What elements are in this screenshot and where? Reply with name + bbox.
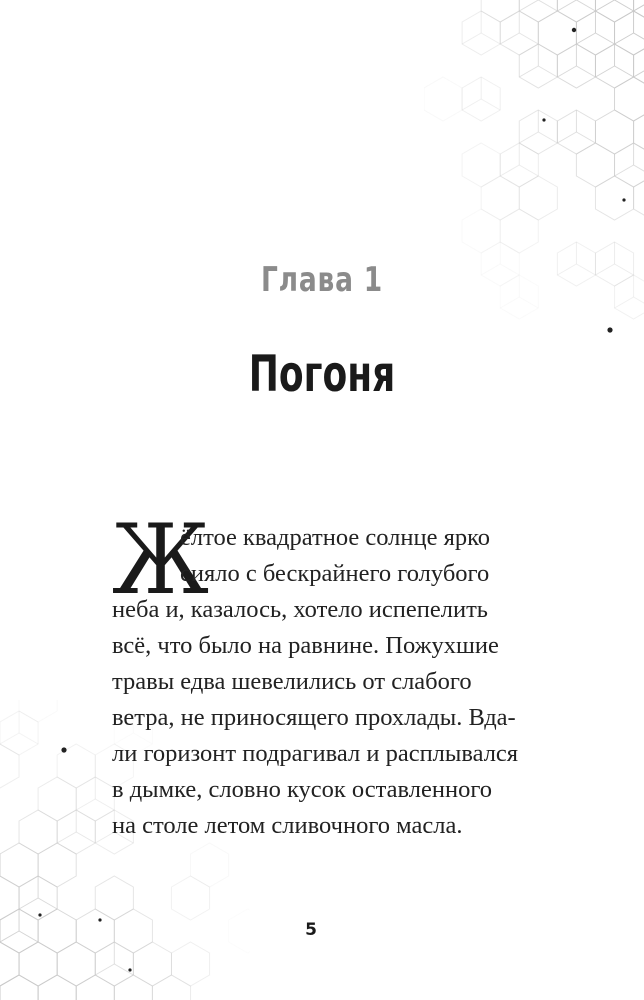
chapter-label: Глава 1 <box>260 260 384 300</box>
hexagon-shape <box>19 876 57 920</box>
hexagon-shape <box>519 0 557 22</box>
cube-edge <box>634 297 644 308</box>
cube-edge <box>595 264 614 275</box>
hexagon-shape <box>76 777 114 821</box>
hexagon-shape <box>38 777 76 821</box>
hexagon-shape <box>462 209 500 253</box>
hexagon-shape <box>500 11 538 55</box>
cube-edge <box>519 0 538 11</box>
text-line: травы едва шевелились от слабого <box>112 668 472 695</box>
hexagon-shape <box>595 176 633 220</box>
cube-edge <box>538 66 557 77</box>
cube-edge <box>95 964 114 975</box>
hexagon-shape <box>38 843 76 887</box>
pattern-dot <box>572 28 576 32</box>
hexagon-shape <box>0 843 38 887</box>
hexagon-shape <box>0 975 38 1000</box>
hexagon-shape <box>0 711 38 755</box>
cube-edge <box>462 99 481 110</box>
pattern-dot <box>61 747 66 752</box>
hexagon-shape <box>538 11 576 55</box>
hexagon-shape <box>19 942 57 986</box>
hexagon-shape <box>38 975 76 1000</box>
cube-edge <box>557 132 576 143</box>
cube-edge <box>634 0 644 11</box>
hexagon-shape <box>557 110 595 154</box>
hexagon-shape <box>615 11 644 55</box>
hexagon-shape <box>462 11 500 55</box>
cube-edge <box>538 0 557 11</box>
cube-edge <box>576 264 595 275</box>
hexagon-shape <box>0 942 19 986</box>
cube-edge <box>595 66 614 77</box>
cube-edge <box>114 964 133 975</box>
hexagon-shape <box>19 810 57 854</box>
drop-cap: Ж <box>112 504 210 616</box>
hexagon-shape <box>481 176 519 220</box>
cube-edge <box>576 66 595 77</box>
hexagon-shape <box>57 810 95 854</box>
cube-edge <box>615 165 634 176</box>
cube-edge <box>462 33 481 44</box>
hexagon-shape <box>0 744 19 788</box>
hexagon-shape <box>615 275 644 319</box>
hexagon-shape <box>171 942 209 986</box>
hexagon-shape <box>595 44 633 88</box>
text-line: сияло с бескрайнего голубого <box>180 560 490 587</box>
cube-edge <box>557 66 576 77</box>
cube-edge <box>615 0 634 11</box>
hexagon-shape <box>76 975 114 1000</box>
hexagon-shape <box>424 77 462 121</box>
hexagon-shape <box>133 942 171 986</box>
hexagon-shape <box>462 77 500 121</box>
text-line: ёлтое квадратное солнце ярко <box>180 524 491 551</box>
cube-edge <box>634 66 644 77</box>
hexagon-shape <box>519 110 557 154</box>
cube-edge <box>557 0 576 11</box>
cube-edge <box>615 66 634 77</box>
hexagon-shape <box>557 0 595 22</box>
hexagon-shape <box>95 876 133 920</box>
cube-edge <box>519 165 538 176</box>
hexagon-pattern-top-right <box>424 0 644 380</box>
cube-edge <box>615 297 634 308</box>
hexagon-shape <box>634 44 644 88</box>
cube-edge <box>538 132 557 143</box>
text-line: ветра, не приносящего прохлады. Вда- <box>112 704 516 731</box>
cube-edge <box>481 99 500 110</box>
hexagon-shape <box>595 242 633 286</box>
cube-edge <box>38 898 57 909</box>
cube-edge <box>519 132 538 143</box>
hexagon-shape <box>557 44 595 88</box>
cube-edge <box>634 165 644 176</box>
cube-edge <box>500 33 519 44</box>
text-line: в дымке, словно кусок оставленного <box>112 776 493 803</box>
page-number: 5 <box>305 920 317 940</box>
cube-edge <box>500 165 519 176</box>
hexagon-shape <box>576 143 614 187</box>
hexagon-shape <box>500 209 538 253</box>
hexagon-shape <box>634 176 644 220</box>
pattern-dot <box>607 327 612 332</box>
hexagon-shape <box>191 843 229 887</box>
hexagon-shape <box>481 0 519 22</box>
cube-edge <box>634 33 644 44</box>
hexagon-shape <box>19 700 57 722</box>
hexagon-shape <box>114 975 152 1000</box>
hexagon-shape <box>615 77 644 121</box>
cube-edge <box>19 898 38 909</box>
cube-edge <box>19 733 38 744</box>
text-line: ли горизонт подрагивал и расплывался <box>112 740 519 767</box>
cube-edge <box>0 733 19 744</box>
cube-edge <box>519 33 538 44</box>
pattern-dot <box>542 118 545 121</box>
hexagon-shape <box>615 143 644 187</box>
hexagon-shape <box>519 176 557 220</box>
hexagon-shape <box>57 744 95 788</box>
hexagon-shape <box>152 975 190 1000</box>
cube-edge <box>576 132 595 143</box>
cube-edge <box>76 832 95 843</box>
pattern-dot <box>128 968 131 971</box>
pattern-dot <box>38 913 41 916</box>
hexagon-shape <box>171 876 209 920</box>
cube-edge <box>519 66 538 77</box>
text-line: всё, что было на равнине. Пожухшие <box>112 632 499 659</box>
pattern-dot <box>622 198 625 201</box>
hexagon-shape <box>634 0 644 22</box>
hexagon-shape <box>95 942 133 986</box>
hexagon-shape <box>595 110 633 154</box>
hexagon-shape <box>0 876 19 920</box>
cube-edge <box>615 264 634 275</box>
hexagon-shape <box>634 110 644 154</box>
hexagon-shape <box>519 44 557 88</box>
cube-edge <box>576 33 595 44</box>
cube-edge <box>57 832 76 843</box>
cube-edge <box>615 33 634 44</box>
hexagon-shape <box>595 0 633 22</box>
text-line: на столе летом сливочного масла. <box>112 812 463 839</box>
hexagon-shape <box>462 143 500 187</box>
cube-edge <box>481 33 500 44</box>
hexagon-shape <box>500 143 538 187</box>
cube-edge <box>576 0 595 11</box>
cube-edge <box>76 799 95 810</box>
cube-edge <box>595 0 614 11</box>
text-line: неба и, казалось, хотело испепелить <box>112 596 488 623</box>
cube-edge <box>595 33 614 44</box>
chapter-title: Погоня <box>248 345 396 403</box>
hexagon-shape <box>57 942 95 986</box>
hexagon-shape <box>576 11 614 55</box>
